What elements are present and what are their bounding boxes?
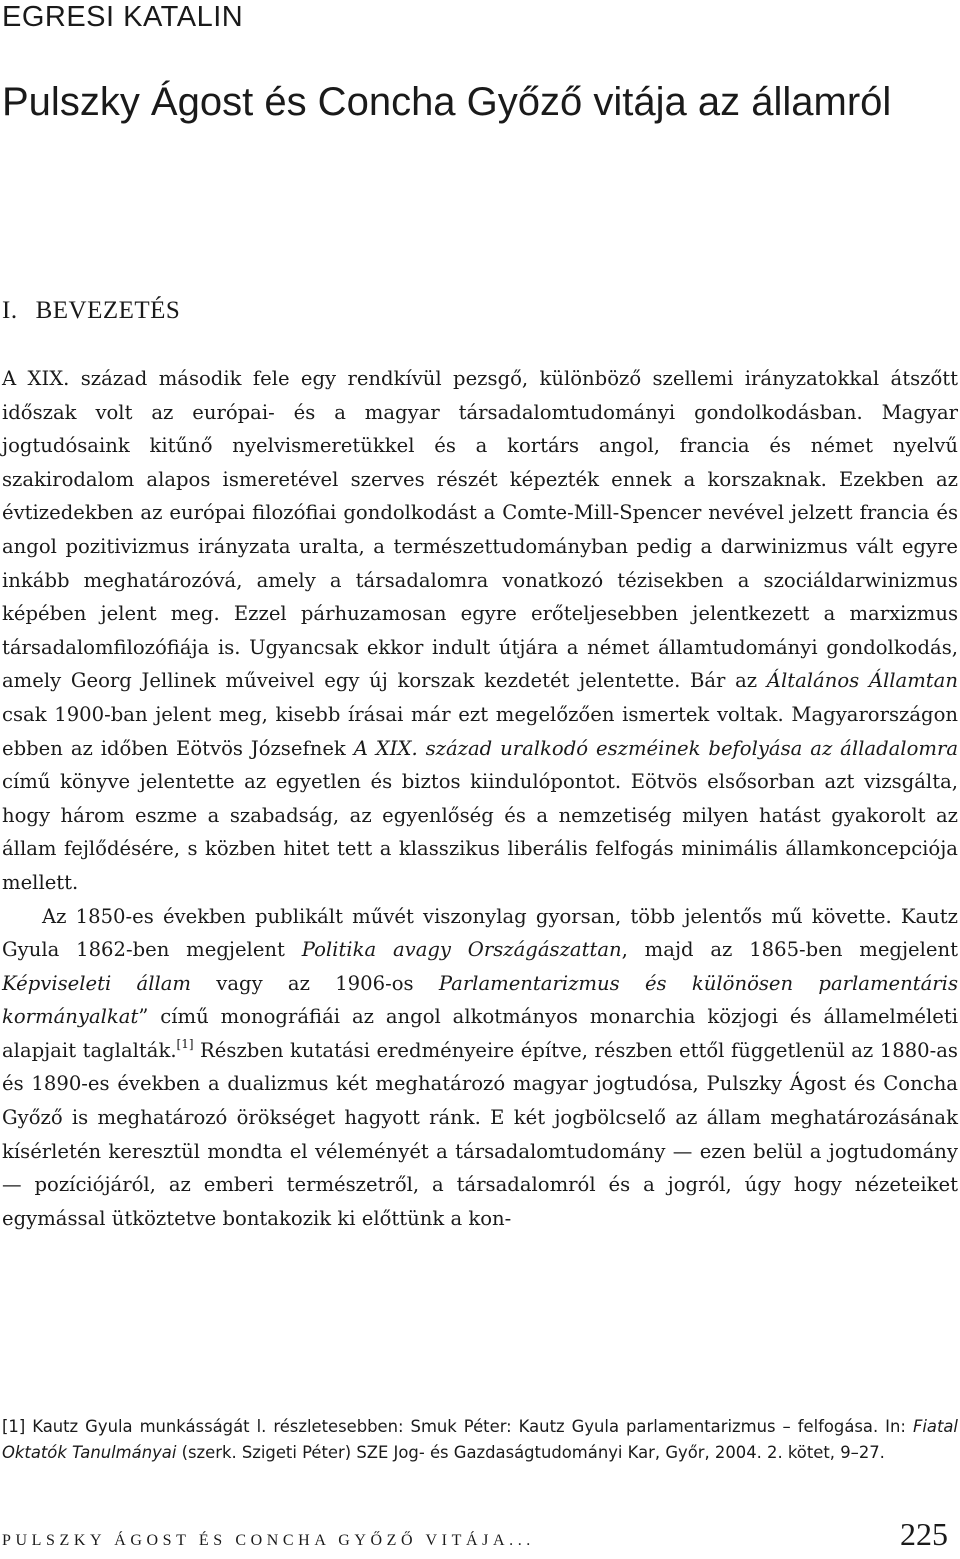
paragraph-1 bbox=[2, 362, 958, 900]
footnote-reference[interactable]: [1] bbox=[176, 1036, 194, 1051]
paragraph-2-text-e: Részben kutatási eredményeire építve, részben ettől függetlenül az 1880-as és 1890-es években a dualizmus két meghatározó magyar jogtudósa, Pulszky Ágost és Concha Győző is meghatározó örökséget hagyott ránk. E két jogbölcselő az állam meghatározásának kísérletén keresztül mondta el véleményét a társadalomtudomány — ezen belül a jogtudomány — pozíciójáról, az emberi természetről, a társadalomról és a jogról, úgy hogy nézeteiket egymással ütköztetve bontakozik ki előttünk a kon- bbox=[2, 1038, 958, 1230]
section-number: I. bbox=[2, 297, 18, 324]
paragraph-2 bbox=[2, 900, 958, 1236]
page-footer bbox=[2, 1516, 956, 1556]
paragraph-2-text-d: ” című monográfiái az angol alkotmányos monarchia közjogi és államelméleti alapjait taglalták. bbox=[2, 1005, 958, 1062]
article-title: Pulszky Ágost és Concha Győző vitája az államról bbox=[2, 80, 892, 124]
book-title-parlamentarizmus: Parlamentarizmus és különösen parlamentáris kormányalkat bbox=[2, 971, 958, 1029]
paragraph-1-text-a: A XIX. század második fele egy rendkívül pezsgő, különböző szellemi irányzatokkal átszőtt időszak volt az európai- és a magyar társadalomtudományi gondolkodásban. Magyar jogtudósaink kitűnő nyelvismeretükkel és a kortárs angol, francia és német nyelvű szakirodalom alapos ismeretével szerves részét képezték ennek a korszaknak. Ezekben az évtizedekben az európai filozófiai gondolkodást a Comte-Mill-Spencer nevével jelzett francia és angol pozitivizmus irányzata uralta, a természettudományban pedig a darwinizmus vált egyre inkább meghatározóvá, amely a társadalomra vonatkozó tézisekben a szociáldarwinizmus képében jelent meg. Ezzel párhuzamosan egyre erőteljesebben jelentkezett a marxizmus társadalomfilozófiája is. Ugyancsak ekkor indult útjára a német államtudományi gondolkodás, amely Georg Jellinek műveivel egy új korszak kezdetét jelentette. Bár az bbox=[2, 367, 958, 693]
footnote-text-b: (szerk. Szigeti Péter) SZE Jog- és Gazdaságtudományi Kar, Győr, 2004. 2. kötet, 9–27. bbox=[176, 1442, 885, 1462]
author-name: EGRESI KATALIN bbox=[2, 1, 244, 33]
paragraph-1-text-b: csak 1900-ban jelent meg, kisebb írásai már ezt megelőzően ismertek voltak. Magyarországon ebben az időben Eötvös Józsefnek bbox=[2, 702, 958, 760]
book-title-eotvos: A XIX. század uralkodó eszméinek befolyása az álladalomra bbox=[353, 736, 958, 760]
paragraph-2-text-c: vagy az 1906-os bbox=[191, 971, 439, 995]
paragraph-2-text-a: Az 1850-es években publikált művét viszonylag gyorsan, több jelentős mű követte. Kautz Gyula 1862-ben megjelent bbox=[2, 904, 958, 962]
footnote-text-a: [1] Kautz Gyula munkásságát l. részletesebben: Smuk Péter: Kautz Gyula parlamentarizmus – felfogása. In: bbox=[2, 1417, 913, 1436]
section-heading bbox=[2, 296, 180, 326]
paragraph-2-text-b: , majd az 1865-ben megjelent bbox=[621, 938, 958, 962]
body-text bbox=[2, 362, 958, 1235]
book-title-politika: Politika avagy Országászattan bbox=[301, 938, 622, 962]
book-title-kepviseleti: Képviseleti állam bbox=[2, 971, 191, 995]
paragraph-1-text-c: című könyve jelentette az egyetlen és biztos kiindulópontot. Eötvös elsősorban azt vizsgálta, hogy három eszme a szabadság, az egyenlőség és a nemzetiség milyen hatást gyakorolt az állam fejlődésére, s közben hitet tett a klasszikus liberális felfogás minimális államkoncepciója mellett. bbox=[2, 770, 958, 894]
footnote-1 bbox=[2, 1414, 958, 1465]
running-title: PULSZKY ÁGOST ÉS CONCHA GYŐZŐ VITÁJA... bbox=[2, 1532, 535, 1549]
book-title-allamtan: Általános Államtan bbox=[766, 669, 958, 693]
footnote-journal-title: Fiatal Oktatók Tanulmányai bbox=[2, 1417, 958, 1462]
page-number: 225 bbox=[900, 1516, 948, 1552]
section-title: BEVEZETÉS bbox=[35, 297, 181, 324]
